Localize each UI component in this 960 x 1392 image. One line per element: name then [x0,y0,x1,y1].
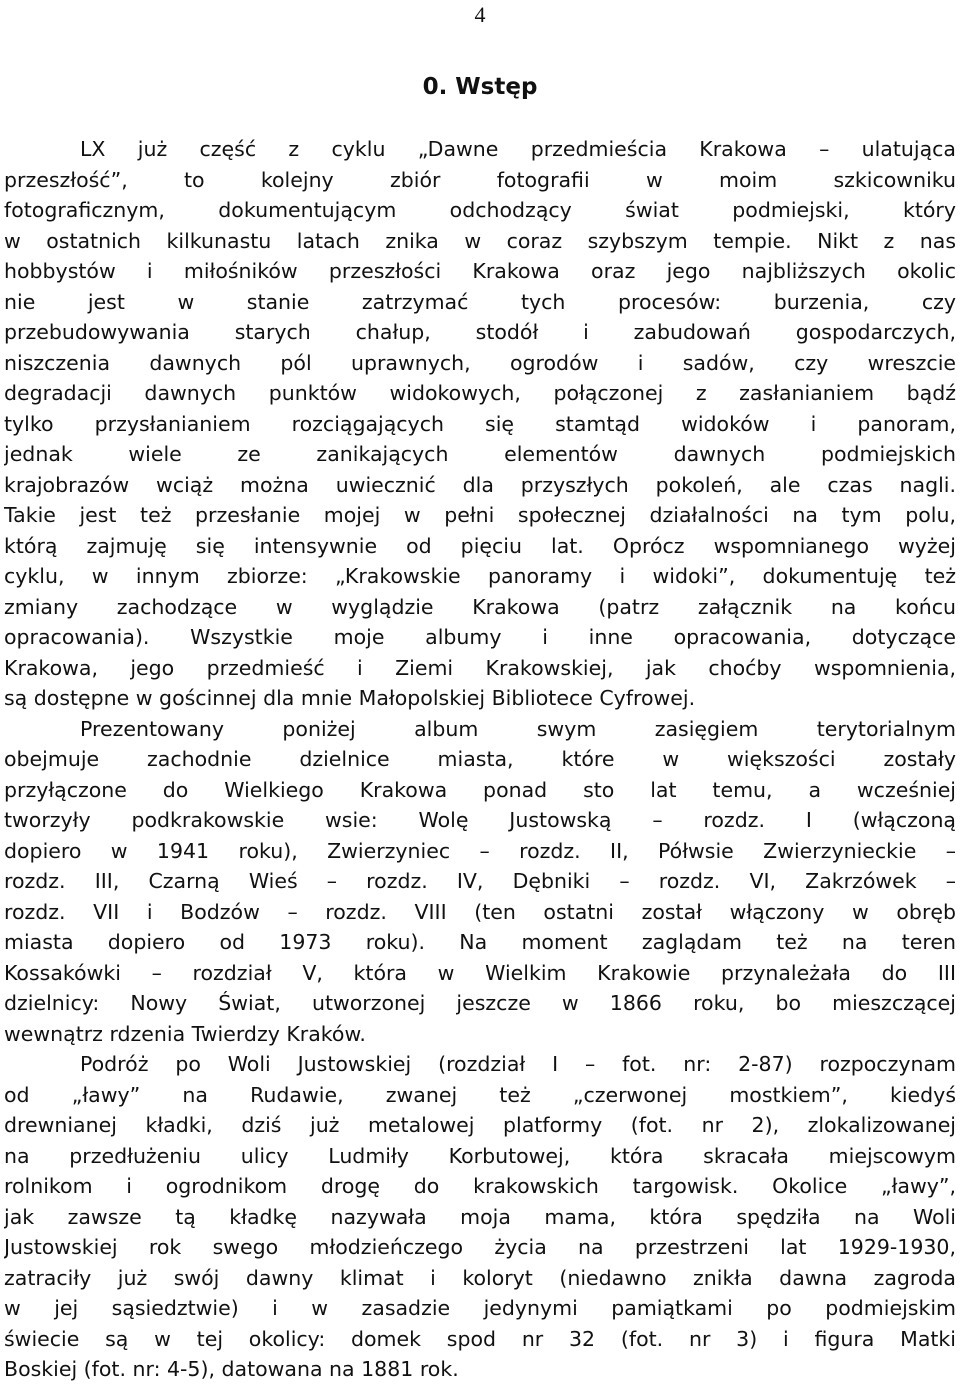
text-line: w jej sąsiedztwie) i w zasadzie jedynymi pamiątkami po podmiejskim [4,1296,956,1320]
section-heading: 0. Wstęp [422,74,538,100]
text-line: niszczenia dawnych pól uprawnych, ogrodów i sadów, czy wreszcie [4,350,956,375]
text-line: hobbystów i miłośników przeszłości Krakowa oraz jego najbliższych okolic [4,259,956,283]
text-line: tylko przysłanianiem rozciągających się stamtąd widoków i panoram, [4,411,956,436]
text-line: rolnikom i ogrodnikom drogę do krakowskich targowisk. Okolice „ławy”, [4,1174,956,1198]
text-line: krajobrazów wciąż można uwiecznić dla przyszłych pokoleń, ale czas nagli. [4,472,956,497]
text-line: degradacji dawnych punktów widokowych, połączonej z zasłanianiem bądź [4,381,956,405]
text-line: LX już część z cyklu „Dawne przedmieścia Krakowa – ulatująca [80,137,956,161]
text-line: Justowskiej rok swego młodzieńczego życia na przestrzeni lat 1929-1930, [4,1235,956,1259]
text-line: Takie jest też przesłanie mojej w pełni społecznej działalności na tym polu, [4,503,956,527]
text-line: w ostatnich kilkunastu latach znika w coraz szybszym tempie. Nikt z nas [4,228,956,253]
text-line: rozdz. VII i Bodzów – rozdz. VIII (ten ostatni został włączony w obręb [4,899,956,924]
text-line: dopiero w 1941 roku), Zwierzyniec – rozdz. II, Półwsie Zwierzynieckie – [4,838,956,863]
text-line: obejmuje zachodnie dzielnice miasta, które w większości zostały [4,747,956,771]
text-line: nie jest w stanie zatrzymać tych procesów: burzenia, czy [4,289,956,314]
text-line: miasta dopiero od 1973 roku). Na moment zaglądam też na teren [4,930,956,954]
text-line: na przedłużeniu ulicy Ludmiły Korbutowej, która skracała miejscowym [4,1143,956,1168]
text-line: fotograficznym, dokumentującym odchodzący świat podmiejski, który [4,198,956,222]
text-line: dzielnicy: Nowy Świat, utworzonej jeszcze w 1866 roku, bo mieszczącej [4,991,956,1015]
paragraph [4,1049,956,1385]
paragraph [4,714,956,1050]
text-line: przebudowywania starych chałup, stodół i zabudowań gospodarczych, [4,320,956,344]
text-line: rozdz. III, Czarną Wieś – rozdz. IV, Dębniki – rozdz. VI, Zakrzówek – [4,869,956,893]
text-line: od „ławy” na Rudawie, zwanej też „czerwonej mostkiem”, kiedyś [4,1082,956,1107]
text-line: którą zajmuję się intensywnie od pięciu lat. Oprócz wspomnianego wyżej [4,533,956,558]
text-line: Prezentowany poniżej album swym zasięgiem terytorialnym [80,716,956,741]
text-line: wewnątrz rdzenia Twierdzy Kraków. [4,1021,366,1046]
text-line: jednak wiele ze zanikających elementów dawnych podmiejskich [4,442,956,466]
text-line: przyłączone do Wielkiego Krakowa ponad sto lat temu, a wcześniej [4,777,956,802]
text-line: drewnianej kładki, dziś już metalowej platformy (fot. nr 2), zlokalizowanej [4,1113,956,1137]
text-line: jak zawsze tą kładkę nazywała moja mama, która spędziła na Woli [4,1204,956,1229]
page-number: 4 [474,2,486,27]
text-line: Krakowa, jego przedmieść i Ziemi Krakowskiej, jak choćby wspomnienia, [4,655,956,680]
text-line: Kossakówki – rozdział V, która w Wielkim Krakowie przynależała do III [4,960,956,985]
text-line: cyklu, w innym zbiorze: „Krakowskie panoramy i widoki”, dokumentuję też [4,564,956,588]
text-line: zmiany zachodzące w wyglądzie Krakowa (patrz załącznik na końcu [4,594,956,619]
text-line: zatraciły już swój dawny klimat i koloryt (niedawno znikła dawna zagroda [4,1265,956,1290]
text-line: opracowania). Wszystkie moje albumy i inne opracowania, dotyczące [4,625,956,649]
text-line: świecie są w tej okolicy: domek spod nr 32 (fot. nr 3) i figura Matki [4,1326,956,1351]
text-line: Boskiej (fot. nr: 4-5), datowana na 1881 rok. [4,1357,459,1381]
body-text [4,134,956,1385]
text-line: przeszłość”, to kolejny zbiór fotografii w moim szkicowniku [4,167,956,192]
text-line: są dostępne w gościnnej dla mnie Małopolskiej Bibliotece Cyfrowej. [4,686,696,710]
text-line: tworzyły podkrakowskie wsie: Wolę Justowską – rozdz. I (włączoną [4,808,956,832]
text-line: Podróż po Woli Justowskiej (rozdział I – fot. nr: 2-87) rozpoczynam [80,1052,956,1076]
paragraph [4,134,956,714]
